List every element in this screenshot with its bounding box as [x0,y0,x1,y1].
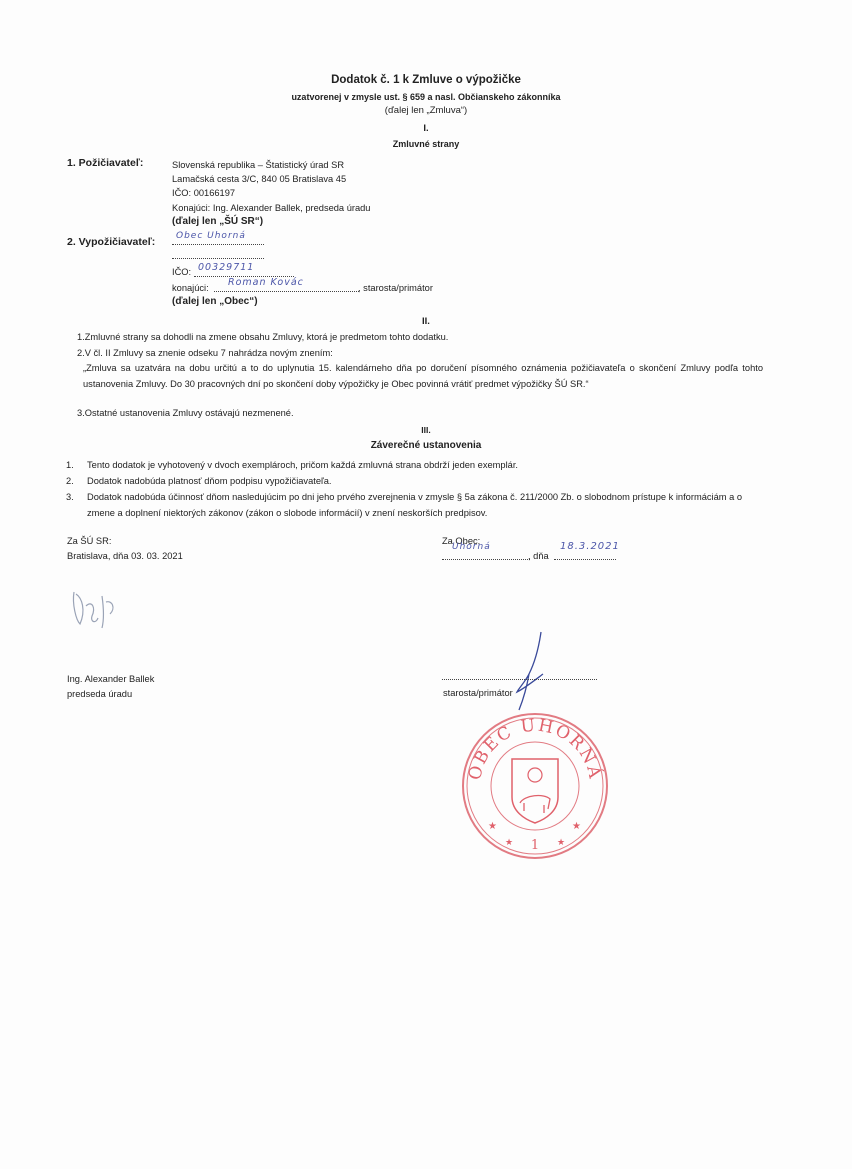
party1-line-4: Konajúci: Ing. Alexander Ballek, predseda úradu [172,203,371,213]
list-item: 3. Dodatok nadobúda účinnosť dňom nasledujúcim po dni jeho prvého zverejnenia v zmysle § 5a zákona č. 211/2000 Zb. o slobodnom prístupe k informáciám a o zmene a doplnení niektorých zákonov (zákon o slobode informácií) v znení neskorších predpisov. [66,492,743,518]
left-signature-scribble [66,580,126,640]
right-place-handwritten: Uhorná [452,542,491,552]
svg-text:★: ★ [505,837,514,847]
party2-ico-handwritten: 00329711 [198,262,255,273]
right-date-handwritten: 18.3.2021 [560,541,620,552]
svg-text:★: ★ [488,821,497,832]
stamp-number: 1 [530,838,540,853]
section-3-heading: Záverečné ustanovenia [370,440,482,451]
section-2-item-2: 2.V čl. II Zmluvy sa znenie odseku 7 nahrádza novým znením: [77,348,333,358]
section-2-quote: „Zmluva sa uzatvára na dobu určitú a to do uplynutia 15. kalendárneho dňa po doručení písomného oznámenia požičiavateľa o skončení Zmluvy podľa tohto ustanovenia Zmluvy. Do 30 pracovných dní po skončení doby výpožičky je Obec povinná vrátiť predmet výpožičky ŠÚ SR.“ [83,363,763,389]
party2-name-handwritten: Obec Uhorná [176,231,246,241]
svg-text:★: ★ [572,821,581,832]
party2-extra-line [172,258,264,259]
party1-label: 1. Požičiavateľ: [67,157,144,169]
left-signature-header: Za ŠÚ SR: [67,536,112,546]
left-signatory-name: Ing. Alexander Ballek [67,674,155,684]
final-provisions-list [66,457,766,521]
document-subtitle: uzatvorenej v zmysle ust. § 659 a nasl. Občianskeho zákonníka [291,92,561,102]
right-signature-line [442,679,597,680]
party2-label: 2. Vypožičiavateľ: [67,236,156,248]
section-2-number: II. [422,316,430,327]
list-item: 2. Dodatok nadobúda platnosť dňom podpisu vypožičiavateľa. [66,476,332,486]
left-place-date: Bratislava, dňa 03. 03. 2021 [67,551,183,561]
section-1-number: I. [423,123,429,134]
left-signatory-title: predseda úradu [67,689,133,699]
right-place-line [442,559,530,560]
party1-line-1: Slovenská republika – Štatistický úrad SR [172,160,345,170]
section-3-number: III. [421,425,431,435]
party2-acting-suffix: , starosta/primátor [358,283,433,293]
right-signature-scribble [505,628,555,713]
right-date-label: , dňa [528,551,549,561]
municipal-stamp [460,711,610,861]
party2-name-line [172,244,264,245]
section-1-heading: Zmluvné strany [392,139,460,149]
document-title: Dodatok č. 1 k Zmluve o výpožičke [331,74,521,86]
svg-text:OBEC UHORNÁ [465,716,606,782]
party1-line-3: IČO: 00166197 [172,188,236,198]
right-signature-header: Za Obec: [442,536,481,546]
party1-line-2: Lamačská cesta 3/C, 840 05 Bratislava 45 [172,174,347,184]
stamp-seal-icon [460,711,610,861]
stamp-text: OBEC UHORNÁ [465,715,605,783]
party1-alias: (ďalej len „ŠÚ SR“) [172,216,264,227]
svg-text:★: ★ [557,837,566,847]
right-signatory-title: starosta/primátor [443,688,513,698]
document-reference: (ďalej len „Zmluva“) [384,105,468,116]
right-date-line [554,559,616,560]
party2-acting-handwritten: Roman Kovác [228,277,304,288]
party2-acting-label: konajúci: [172,283,209,293]
party2-alias: (ďalej len „Obec“) [172,296,258,307]
list-item: 1. Tento dodatok je vyhotovený v dvoch exemplároch, pričom každá zmluvná strana obdrží jeden exemplár. [66,460,518,470]
section-2-item-1: 1.Zmluvné strany sa dohodli na zmene obsahu Zmluvy, ktorá je predmetom tohto dodatku. [77,332,449,342]
party2-acting-line [214,291,359,292]
section-2-item-3: 3.Ostatné ustanovenia Zmluvy ostávajú nezmenené. [77,408,294,418]
party2-ico-label: IČO: [172,267,192,277]
